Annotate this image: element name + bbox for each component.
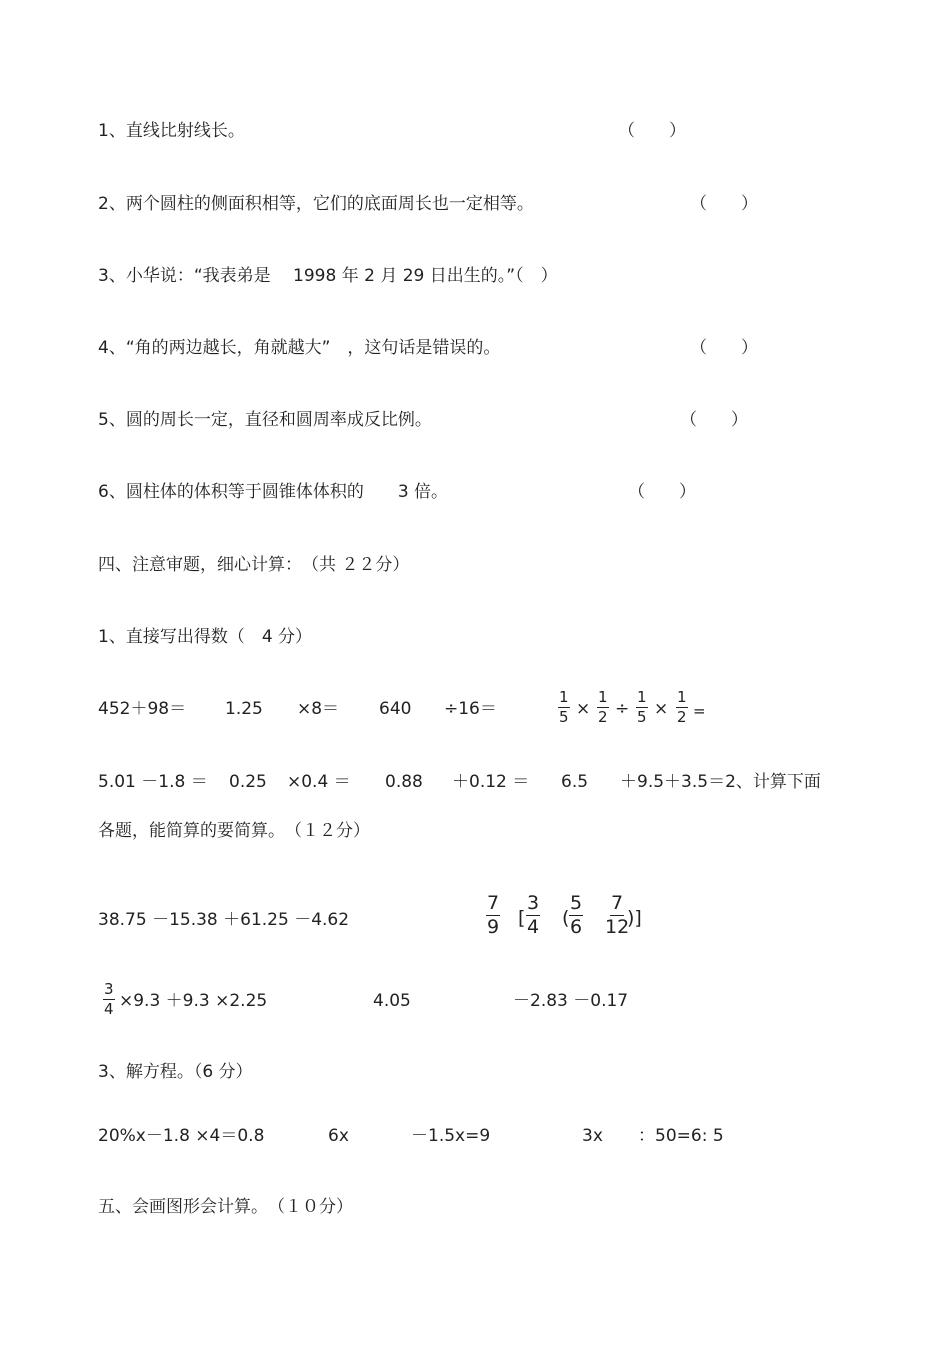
- numerator: 7: [611, 892, 624, 914]
- frac-5-6: [569, 894, 583, 937]
- equation-2-a: 6x: [328, 1126, 349, 1146]
- numerator: 3: [104, 980, 114, 998]
- answer-paren-6[interactable]: （ ）: [628, 482, 696, 502]
- frac-1-2-a: [597, 690, 609, 725]
- left-paren: (: [562, 907, 570, 929]
- expr-3: ×9.3 ＋9.3 ×2.25: [119, 991, 268, 1011]
- calc-6-a: 0.25: [229, 772, 267, 792]
- equals-sign: =: [693, 702, 706, 720]
- calc-3-a: 640: [379, 699, 412, 719]
- section-5-title: 五、会画图形会计算。 （１０分）: [98, 1197, 353, 1217]
- judge-item-6: 6、圆柱体的体积等于圆锥体体积的 3 倍。: [98, 482, 449, 502]
- calc-6-b: ×0.4 ＝: [287, 772, 351, 792]
- calc-1: 452＋98＝: [98, 699, 187, 719]
- q1-title: 1、直接写出得数（ 4 分）: [98, 627, 313, 647]
- equation-1: 20%x－1.8 ×4＝0.8: [98, 1126, 265, 1146]
- calc-3-b: ÷16＝: [444, 699, 497, 719]
- numerator: 1: [598, 688, 608, 706]
- equation-2-b: －1.5x=9: [411, 1126, 491, 1146]
- expr-4-a: 4.05: [373, 991, 411, 1011]
- answer-paren-1[interactable]: （ ）: [618, 121, 686, 141]
- q2-title-cont: 各题，能简算的要简算。 （１２分）: [98, 821, 370, 841]
- calc-2-b: ×8＝: [297, 699, 340, 719]
- answer-paren-2[interactable]: （ ）: [690, 194, 758, 214]
- judge-item-1: 1、直线比射线长。: [98, 121, 245, 141]
- frac-1-5-a: [558, 690, 570, 725]
- judge-item-4: 4、“角的两边越长，角就越大” ，这句话是错误的。: [98, 338, 501, 358]
- times-sign: ×: [654, 699, 669, 719]
- frac-3-4: [526, 894, 540, 937]
- numerator: 1: [559, 688, 569, 706]
- numerator: 3: [527, 892, 540, 914]
- times-sign: ×: [576, 699, 591, 719]
- denominator: 5: [559, 708, 569, 726]
- calc-8-b: ＋9.5＋3.5＝2、计算下面: [620, 772, 821, 792]
- denominator: 2: [677, 708, 687, 726]
- denominator: 12: [605, 916, 630, 938]
- numerator: 5: [570, 892, 583, 914]
- judge-item-3: 3、小华说：“我表弟是 1998 年 2 月 29 日出生的。”（ ）: [98, 266, 558, 286]
- calc-7-a: 0.88: [385, 772, 423, 792]
- expr-4-b: －2.83 －0.17: [513, 991, 629, 1011]
- answer-paren-4[interactable]: （ ）: [690, 338, 758, 358]
- q3-title: 3、解方程。（6 分）: [98, 1062, 253, 1082]
- frac-7-12: [605, 894, 629, 937]
- calc-5: 5.01 －1.8 ＝: [98, 772, 208, 792]
- equation-3-b: ：50=6: 5: [638, 1126, 724, 1146]
- calc-7-b: ＋0.12 ＝: [452, 772, 530, 792]
- close-brackets: )]: [627, 907, 642, 929]
- denominator: 2: [598, 708, 608, 726]
- left-bracket: [: [518, 907, 526, 929]
- frac-1-5-b: [636, 690, 648, 725]
- frac-1-2-b: [676, 690, 688, 725]
- judge-item-2: 2、两个圆柱的侧面积相等，它们的底面周长也一定相等。: [98, 194, 534, 214]
- calc-8-a: 6.5: [561, 772, 589, 792]
- equation-3-a: 3x: [582, 1126, 603, 1146]
- denominator: 9: [487, 916, 500, 938]
- divide-sign: ÷: [615, 699, 630, 719]
- denominator: 4: [527, 916, 540, 938]
- frac-3-4-small: [103, 982, 115, 1017]
- calc-2-a: 1.25: [225, 699, 263, 719]
- section-4-title: 四、注意审题，细心计算： （共 ２２分）: [98, 555, 410, 575]
- frac-7-9: [486, 894, 500, 937]
- numerator: 1: [677, 688, 687, 706]
- numerator: 1: [637, 688, 647, 706]
- denominator: 5: [637, 708, 647, 726]
- numerator: 7: [487, 892, 500, 914]
- answer-paren-5[interactable]: （ ）: [680, 410, 748, 430]
- denominator: 4: [104, 1000, 114, 1018]
- denominator: 6: [570, 916, 583, 938]
- expr-1: 38.75 －15.38 ＋61.25 －4.62: [98, 910, 350, 930]
- judge-item-5: 5、圆的周长一定，直径和圆周率成反比例。: [98, 410, 432, 430]
